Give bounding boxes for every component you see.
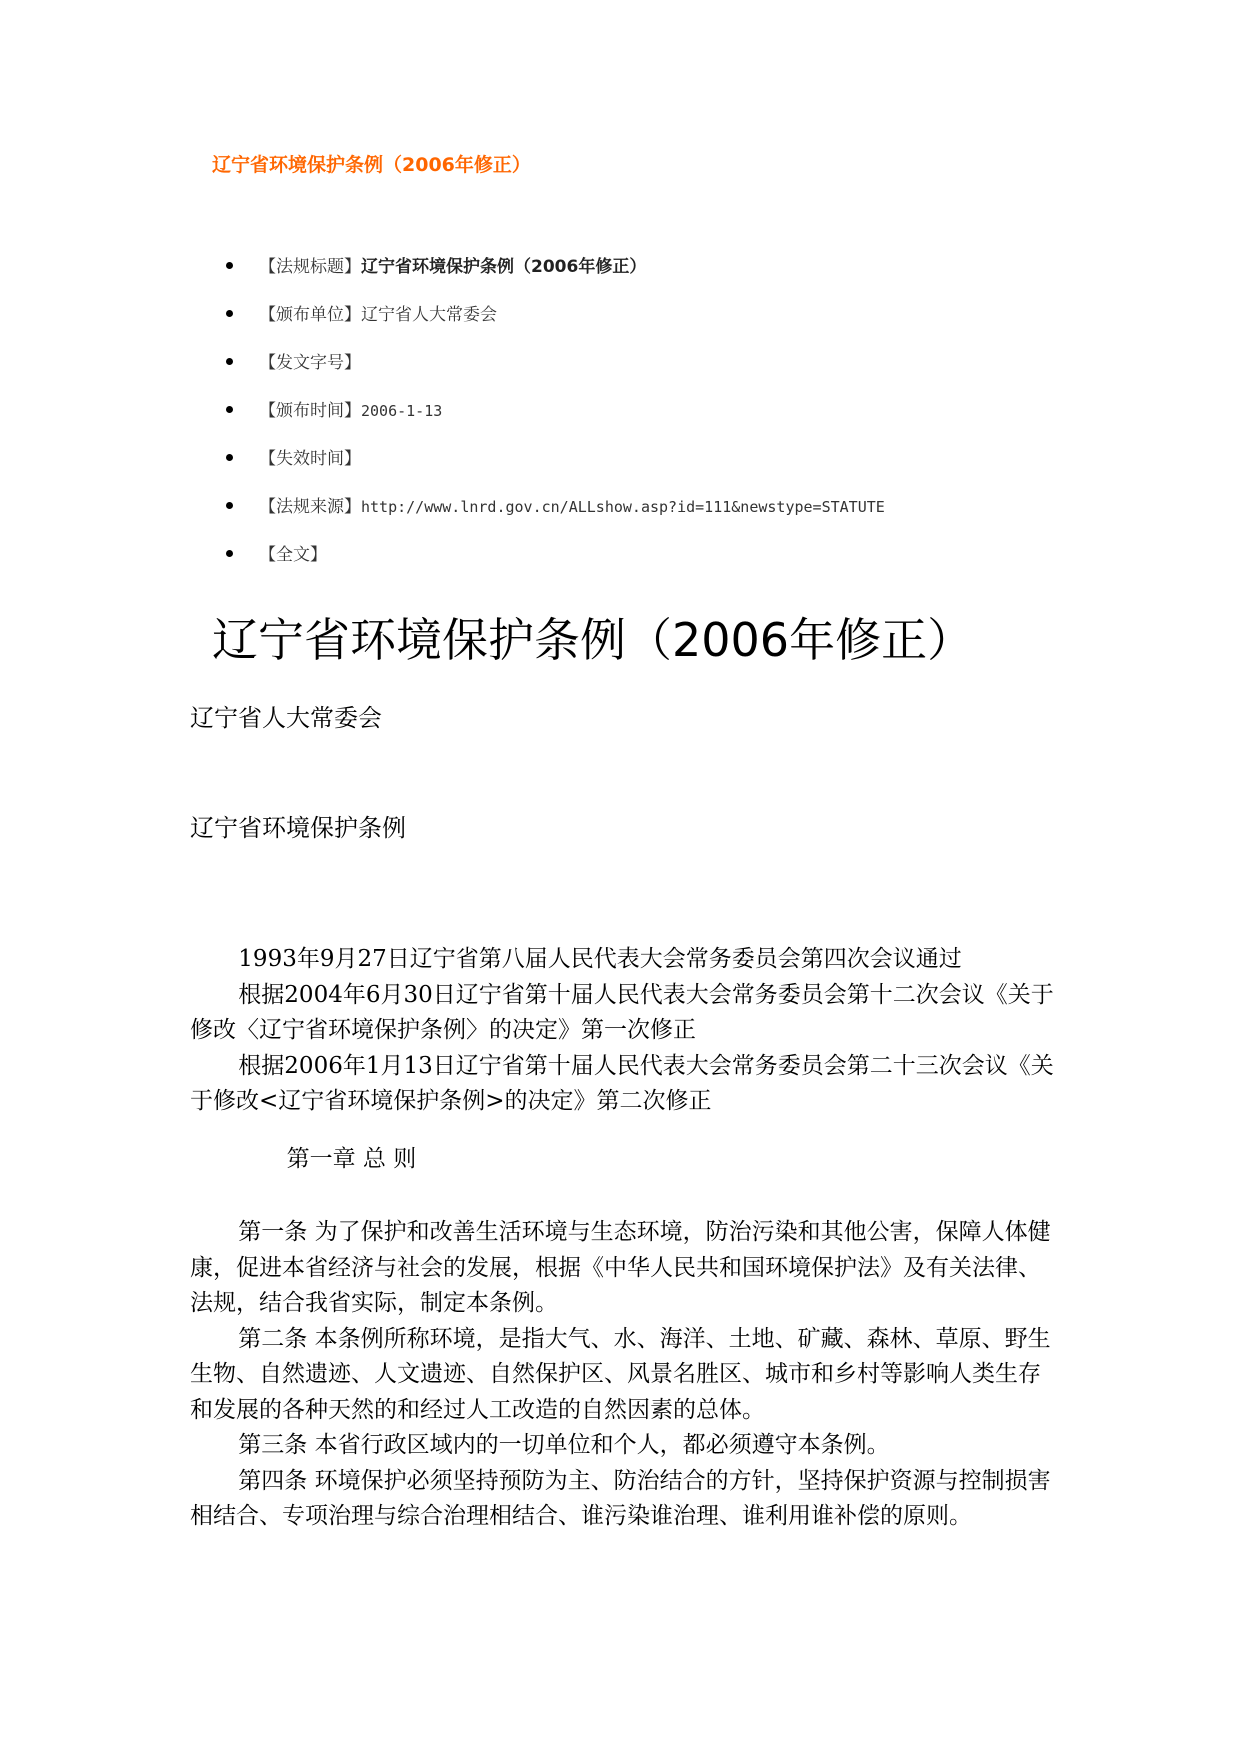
meta-value: 辽宁省环境保护条例（2006年修正） (361, 257, 647, 277)
meta-label: 【颁布时间】 (259, 401, 361, 421)
bullet-icon (226, 262, 233, 269)
issuer-line: 辽宁省人大常委会 (190, 704, 382, 732)
meta-item-issuer (226, 300, 497, 325)
bullet-icon (226, 550, 233, 557)
document-title: 辽宁省环境保护条例（2006年修正） (212, 613, 974, 667)
chapter-heading: 第一章 总 则 (286, 1145, 417, 1172)
article-paragraph: 第三条 本省行政区域内的一切单位和个人，都必须遵守本条例。 (238, 1432, 890, 1458)
bullet-icon (226, 310, 233, 317)
meta-item-source (226, 492, 885, 517)
meta-item-issue-date (226, 396, 442, 421)
article-paragraph: 第二条 本条例所称环境，是指大气、水、海洋、土地、矿藏、森林、草原、野生生物、自然遗迹、人文遗迹、自然保护区、风景名胜区、城市和乡村等影响人类生存和发展的各种天然的和经过人工改造的自然因素的总体。 (190, 1325, 1051, 1423)
document-body (190, 942, 1060, 1535)
bullet-icon (226, 502, 233, 509)
meta-label: 【法规来源】 (259, 497, 361, 517)
meta-item-doc-number (226, 348, 361, 373)
article-paragraph: 第四条 环境保护必须坚持预防为主、防治结合的方针，坚持保护资源与控制损害相结合、专项治理与综合治理相结合、谁污染谁治理、谁利用谁补偿的原则。 (190, 1467, 1051, 1529)
meta-value: 2006-1-13 (361, 402, 443, 420)
history-paragraph: 根据2006年1月13日辽宁省第十届人民代表大会常务委员会第二十三次会议《关于修改<辽宁省环境保护条例>的决定》第二次修正 (190, 1052, 1054, 1114)
article-paragraph: 第一条 为了保护和改善生活环境与生态环境，防治污染和其他公害，保障人体健康，促进本省经济与社会的发展，根据《中华人民共和国环境保护法》及有关法律、法规，结合我省实际，制定本条例。 (190, 1219, 1051, 1316)
history-paragraph: 1993年9月27日辽宁省第八届人民代表大会常务委员会第四次会议通过 (238, 946, 962, 972)
history-paragraph: 根据2004年6月30日辽宁省第十届人民代表大会常务委员会第十二次会议《关于修改〈辽宁省环境保护条例〉的决定》第一次修正 (190, 981, 1054, 1043)
bullet-icon (226, 454, 233, 461)
law-name-line: 辽宁省环境保护条例 (190, 814, 406, 842)
bullet-icon (226, 406, 233, 413)
meta-label: 【失效时间】 (259, 449, 361, 469)
meta-label: 【发文字号】 (259, 353, 361, 373)
meta-source-link[interactable]: http://www.lnrd.gov.cn/ALLshow.asp?id=111&newstype=STATUTE (361, 498, 885, 516)
meta-item-full-text (226, 540, 327, 565)
meta-value: 辽宁省人大常委会 (361, 305, 497, 325)
meta-label: 【法规标题】 (259, 257, 361, 277)
bullet-icon (226, 358, 233, 365)
page-header-title: 辽宁省环境保护条例（2006年修正） (212, 154, 531, 176)
meta-item-expiry-date (226, 444, 361, 469)
meta-item-title (226, 252, 646, 277)
meta-label: 【颁布单位】 (259, 305, 361, 325)
meta-label: 【全文】 (259, 545, 327, 565)
